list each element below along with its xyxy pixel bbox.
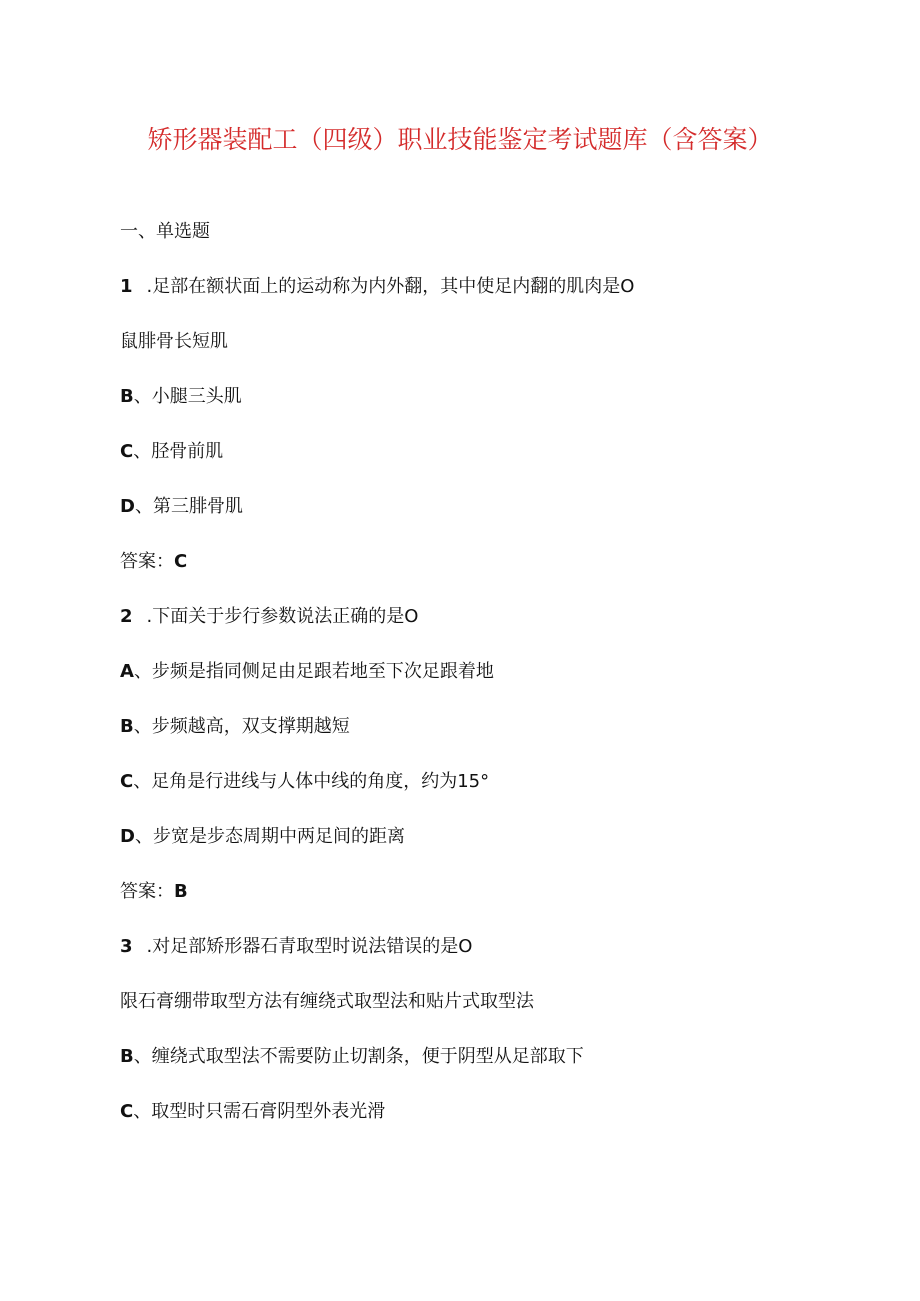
document-title: 矫形器装配工（四级）职业技能鉴定考试题库（含答案） [147,125,773,154]
option-letter: B [120,386,134,407]
option-text: 、胫骨前肌 [133,441,224,462]
option-letter: B [120,1046,134,1067]
question-3-stem [120,934,472,960]
question-number: 3 [120,936,133,957]
option-letter: D [120,496,135,517]
question-1-stem [120,274,634,300]
option-letter: C [120,1101,134,1122]
question-3-option-c [120,1099,385,1125]
option-text: 、第三腓骨肌 [134,496,243,517]
option-text: 、取型时只需石膏阴型外表光滑 [133,1101,386,1122]
section-heading: 一、单选题 [120,221,210,242]
question-1-option-b [120,384,242,410]
question-2-option-b [120,714,350,740]
option-text: 、步频越高，双支撑期越短 [133,716,350,737]
question-text: .对足部矫形器石青取型时说法错误的是O [146,936,473,957]
option-text: 限石膏绷带取型方法有缠绕式取型法和贴片式取型法 [120,991,534,1012]
answer-value: C [174,551,188,572]
question-3-option-b [120,1044,584,1070]
question-2-option-c [120,769,489,795]
question-3-option-a [120,989,534,1015]
question-2-stem [120,604,418,630]
option-letter: C [120,771,134,792]
question-2-answer [120,879,188,905]
question-1-option-d [120,494,243,520]
answer-value: B [174,881,188,902]
option-letter: D [120,826,135,847]
question-1-option-a [120,329,228,355]
question-2-option-d [120,824,405,850]
question-1-answer [120,549,187,575]
option-text: 、步频是指同侧足由足跟若地至下次足跟着地 [133,661,494,682]
question-number: 2 [120,606,133,627]
option-text: 、小腿三头肌 [133,386,242,407]
option-letter: B [120,716,134,737]
option-text: 、步宽是步态周期中两足间的距离 [134,826,405,847]
option-text: 、足角是行进线与人体中线的角度，约为15° [133,771,490,792]
answer-label: 答案： [120,881,174,902]
answer-label: 答案： [120,551,174,572]
question-number: 1 [120,276,133,297]
question-text: .下面关于步行参数说法正确的是O [146,606,419,627]
option-text: 鼠腓骨长短肌 [120,331,228,352]
option-letter: A [120,661,134,682]
option-letter: C [120,441,134,462]
question-2-option-a [120,659,494,685]
question-text: .足部在额状面上的运动称为内外翻，其中使足内翻的肌肉是O [146,276,635,297]
question-1-option-c [120,439,223,465]
option-text: 、缠绕式取型法不需要防止切割条，便于阴型从足部取下 [133,1046,584,1067]
